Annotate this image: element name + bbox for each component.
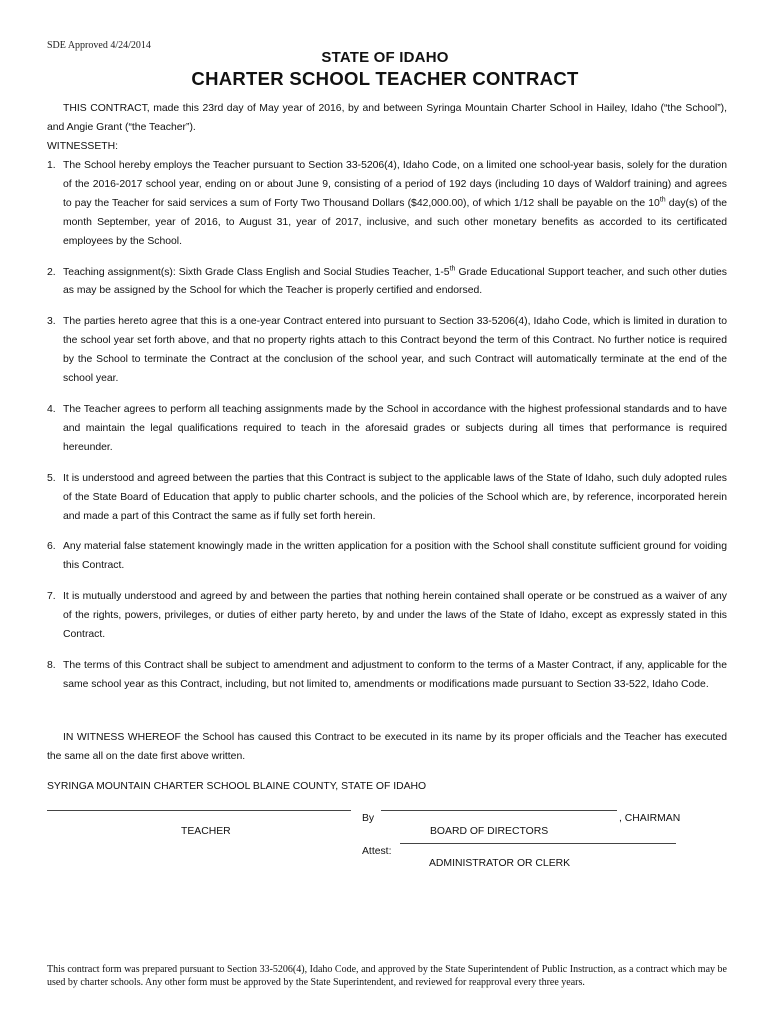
superscript: th: [449, 265, 456, 273]
clause-text: The School hereby employs the Teacher pursuant to Section 33-5206(4), Idaho Code, on a limited one school-year basis, solely for the duration of the 2016-2017 school year, ending on or about June 9, consisting of a period of 192 days (including 10 days of Waldorf training) and agrees to pay the Teacher for said services a sum of Forty Two Thousand Dollars ($42,000.00), of which 1/12 shall be payable on the 10: [63, 160, 727, 209]
superscript: th: [659, 196, 666, 204]
clause-number: 2.: [47, 266, 56, 278]
clause-text: The terms of this Contract shall be subject to amendment and adjustment to conform to the terms of a Master Contract, if any, applicable for the same school year as this Contract, including, but not limited to, amendments or modifications made pursuant to Section 33-522, Idaho Code.: [63, 659, 727, 690]
clause-text: The Teacher agrees to perform all teaching assignments made by the School in accordance with the highest professional standards and to have and maintain the legal qualifications required to teach in the aforesaid grades or subjects during all times that performance is required hereunder.: [63, 403, 727, 453]
footer-note: This contract form was prepared pursuant to Section 33-5206(4), Idaho Code, and approved by the State Superintendent of Public Instruction, as a contract which may be used by charter schools. Any other form must be approved by the State Superintendent, and reviewed for reapproval every three years.: [47, 964, 727, 988]
clause-number: 7.: [47, 591, 56, 603]
clause-text: Teaching assignment(s): Sixth Grade Class English and Social Studies Teacher, 1-5: [63, 266, 450, 278]
witnesseth-label: WITNESSETH:: [47, 141, 119, 152]
clause-4: [47, 401, 727, 458]
clause-1: [47, 157, 727, 252]
attest-signature-line[interactable]: [400, 843, 676, 844]
clause-number: 8.: [47, 659, 56, 671]
clause-number: 6.: [47, 541, 56, 553]
clause-text: It is understood and agreed between the parties that this Contract is subject to the applicable laws of the State of Idaho, such duly adopted rules of the State Board of Education that apply to public charter schools, and the policies of the School which are, by reference, incorporated herein and made a part of this Contract the same as if fully set forth herein.: [63, 472, 727, 522]
clause-number: 4.: [47, 403, 56, 415]
by-label: By: [362, 813, 375, 824]
clause-text-cont: Grade Educational Support teacher, and such other duties as may be assigned by the School for which the Teacher is properly certified and endorsed.: [63, 266, 727, 297]
clause-7: [47, 588, 727, 645]
clause-number: 3.: [47, 316, 56, 328]
chairman-signature-line[interactable]: [381, 810, 617, 811]
teacher-signature-line[interactable]: [47, 810, 351, 811]
teacher-label: TEACHER: [181, 826, 231, 837]
attest-label: Attest:: [362, 846, 392, 857]
clause-text: The parties hereto agree that this is a one-year Contract entered into pursuant to Section 33-5206(4), Idaho Code, which is limited in duration to the school year set forth above, and that no property rights attach to this Contract beyond the term of this Contract. No further notice is required by the School to terminate the Contract at the conclusion of the school year, and such Contract will automatically terminate at the end of the school year.: [63, 316, 727, 385]
chairman-label: , CHAIRMAN: [619, 813, 681, 824]
clause-text: It is mutually understood and agreed by and between the parties that nothing herein contained shall operate or be construed as a waiver of any of the rights, powers, privileges, or duties of either party hereto, by and under the laws of the State of Idaho, except as expressly stated in this Contract.: [63, 591, 727, 641]
clause-text: Any material false statement knowingly made in the written application for a position with the School shall constitute sufficient ground for voiding this Contract.: [63, 541, 727, 572]
approval-stamp-text: SDE Approved 4/24/2014: [47, 40, 151, 51]
document-title: CHARTER SCHOOL TEACHER CONTRACT: [191, 68, 579, 89]
clause-5: [47, 470, 727, 527]
board-label: BOARD OF DIRECTORS: [430, 826, 549, 837]
intro-paragraph: THIS CONTRACT, made this 23rd day of May year of 2016, by and between Syringa Mountain Charter School in Hailey, Idaho (“the School”), and Angie Grant (“the Teacher”).: [47, 103, 727, 133]
clause-3: [47, 313, 727, 389]
state-heading: STATE OF IDAHO: [321, 49, 449, 66]
clause-8: [47, 657, 727, 695]
clause-number: 5.: [47, 472, 56, 484]
signature-school-line: SYRINGA MOUNTAIN CHARTER SCHOOL BLAINE COUNTY, STATE OF IDAHO: [47, 781, 427, 792]
clause-2: [47, 264, 727, 302]
in-witness-paragraph: IN WITNESS WHEREOF the School has caused this Contract to be executed in its name by its proper officials and the Teacher has executed the same all on the date first above written.: [47, 732, 727, 762]
clause-number: 1.: [47, 160, 56, 171]
administrator-label: ADMINISTRATOR OR CLERK: [429, 858, 571, 869]
clause-text-cont: day(s) of the month September, year of 2016, to August 31, year of 2017, inclusive, and such other monetary benefits as accorded to its certificated employees by the School.: [63, 197, 728, 247]
contract-clauses: [47, 157, 727, 707]
clause-6: [47, 538, 727, 576]
